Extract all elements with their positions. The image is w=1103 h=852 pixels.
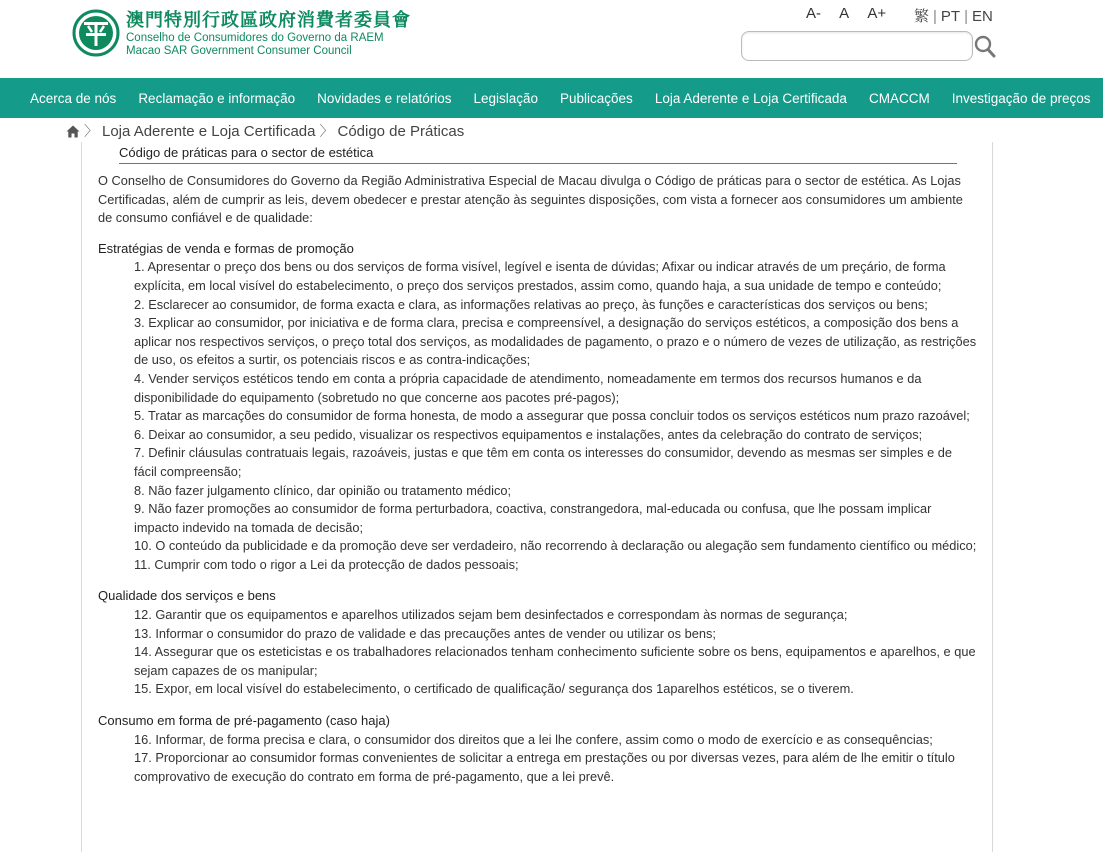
search-icon[interactable] — [974, 34, 996, 58]
list-item: 13. Informar o consumidor do prazo de validade e das precauções antes de vender ou utilizar os bens; — [134, 625, 716, 641]
section-heading: Consumo em forma de pré-pagamento (caso haja) — [98, 713, 390, 729]
content-border-left — [81, 142, 82, 852]
list-item: 12. Garantir que os equipamentos e aparelhos utilizados sejam bem desinfectados e correspondam às normas de segurança; — [134, 607, 848, 623]
list-item: 7. Definir cláusulas contratuais legais, razoáveis, justas e que têm em conta os interesses do consumidor, devendo as mesmas ser simples e de fácil compreensão; — [134, 445, 952, 479]
list-item: 1. Apresentar o preço dos bens ou dos serviços de forma visível, legível e isenta de dúvidas; Afixar ou indicar através de um preçário, de forma explícita, em local visível do estabelecimento, o preço dos serviços prestados, assim como, quando haja, a sua unidade de tempo e conteúdo; — [134, 259, 946, 293]
section-title: Código de práticas para o sector de estética — [119, 145, 957, 164]
consumer-council-logo[interactable] — [72, 9, 120, 57]
logo-title-english: Macao SAR Government Consumer Council — [126, 45, 352, 57]
list-item: 2. Esclarecer ao consumidor, de forma exacta e clara, as informações relativas ao preço, às funções e características dos serviços ou bens; — [134, 296, 928, 312]
logo-title-chinese: 澳門特別行政區政府消費者委員會 — [126, 10, 411, 31]
breadcrumb-separator: 〉 — [84, 123, 98, 139]
nav-item-novidades[interactable]: Novidades e relatórios — [317, 90, 452, 106]
list-item: 5. Tratar as marcações do consumidor de forma honesta, de modo a assegurar que possa concluir todos os serviços estéticos num prazo razoável; — [134, 408, 970, 424]
practice-list — [98, 731, 978, 787]
home-icon[interactable] — [66, 125, 80, 138]
lang-chinese-link[interactable]: 繁 — [914, 8, 930, 25]
list-item: 6. Deixar ao consumidor, a seu pedido, visualizar os respectivos equipamentos e instalações, antes da celebração do contrato de serviços; — [134, 426, 923, 442]
list-item: 17. Proporcionar ao consumidor formas convenientes de solicitar a entrega em prestações ou por diversas vezes, para além de lhe emitir o título comprovativo de execução do contrato em forma de pré-pagamento, que a lei prevê. — [134, 750, 955, 784]
practice-list — [98, 258, 978, 574]
font-size-controls — [806, 5, 900, 22]
breadcrumb-separator: 〉 — [319, 123, 334, 139]
practice-list — [98, 606, 978, 699]
lang-separator: | — [933, 8, 937, 25]
main-content — [98, 172, 978, 799]
breadcrumb — [66, 120, 464, 142]
lang-separator: | — [964, 8, 968, 25]
main-navigation — [0, 78, 1103, 118]
font-normal-button[interactable]: A — [839, 5, 850, 22]
list-item: 15. Expor, em local visível do estabelecimento, o certificado de qualificação/ segurança dos 1aparelhos estéticos, se o tiverem. — [134, 681, 854, 697]
nav-item-acerca[interactable]: Acerca de nós — [30, 90, 117, 106]
nav-item-loja-aderente[interactable]: Loja Aderente e Loja Certificada — [654, 90, 847, 106]
list-item: 11. Cumprir com todo o rigor a Lei da protecção de dados pessoais; — [134, 556, 519, 572]
search-input[interactable] — [741, 31, 973, 61]
language-switcher — [914, 5, 993, 26]
list-item: 9. Não fazer promoções ao consumidor de forma perturbadora, coactiva, constrangedora, mal-educada ou confusa, que lhe possam implicar impacto indevido na tomada de decisão; — [134, 501, 932, 535]
list-item: 10. O conteúdo da publicidade e da promoção deve ser verdadeiro, não recorrendo à declaração ou alegação sem fundamento científico ou médico; — [134, 538, 977, 554]
nav-item-legislacao[interactable]: Legislação — [473, 90, 539, 106]
logo-text[interactable] — [126, 10, 411, 58]
font-decrease-button[interactable]: A- — [806, 5, 821, 22]
breadcrumb-codigo-praticas[interactable]: Código de Práticas — [337, 122, 465, 140]
section-heading: Estratégias de venda e formas de promoção — [98, 240, 354, 256]
lang-portuguese-link[interactable]: PT — [940, 8, 961, 25]
list-item: 16. Informar, de forma precisa e clara, o consumidor dos direitos que a lei lhe confere, assim como o modo de exercício e as consequências; — [134, 731, 933, 747]
list-item: 4. Vender serviços estéticos tendo em conta a própria capacidade de atendimento, nomeadamente em termos dos recursos humanos e da disponibilidade do equipamento (sobretudo no que concerne aos pacotes pré-pagos); — [134, 370, 922, 405]
breadcrumb-loja-aderente[interactable]: Loja Aderente e Loja Certificada — [102, 122, 316, 140]
section-heading: Qualidade dos serviços e bens — [98, 588, 276, 604]
lang-english-link[interactable]: EN — [972, 8, 993, 25]
nav-item-investigacao[interactable]: Investigação de preços — [951, 90, 1091, 106]
list-item: 8. Não fazer julgamento clínico, dar opinião ou tratamento médico; — [134, 482, 512, 498]
nav-item-publicacoes[interactable]: Publicações — [560, 90, 633, 106]
content-border-right — [992, 142, 993, 852]
intro-paragraph: O Conselho de Consumidores do Governo da Região Administrativa Especial de Macau divulga o Código de práticas para o sector de estética. As Lojas Certificadas, além de cumprir as leis, devem obedecer e prestar atenção às seguintes disposições, com vista a fornecer aos consumidores um ambiente de consumo confiável e de qualidade: — [98, 173, 963, 226]
font-increase-button[interactable]: A+ — [867, 5, 887, 22]
logo-title-portuguese: Conselho de Consumidores do Governo da RAEM — [126, 32, 384, 44]
list-item: 14. Assegurar que os esteticistas e os trabalhadores relacionados tenham conhecimento suficiente sobre os bens, equipamentos e aparelhos, e que sejam capazes de os manipular; — [134, 644, 976, 678]
list-item: 3. Explicar ao consumidor, por iniciativa e de forma clara, precisa e compreensível, a designação do serviços estéticos, a composição dos bens a aplicar nos respectivos serviços, o preço total dos serviços, as modalidades de pagamento, o prazo e o número de vezes de utilização, as restrições de uso, os efeitos a surtir, os potenciais riscos e as contra-indicações; — [134, 315, 977, 368]
site-header — [0, 0, 1103, 78]
nav-item-reclamacao[interactable]: Reclamação e informação — [138, 90, 296, 106]
nav-item-cmaccm[interactable]: CMACCM — [868, 90, 930, 106]
